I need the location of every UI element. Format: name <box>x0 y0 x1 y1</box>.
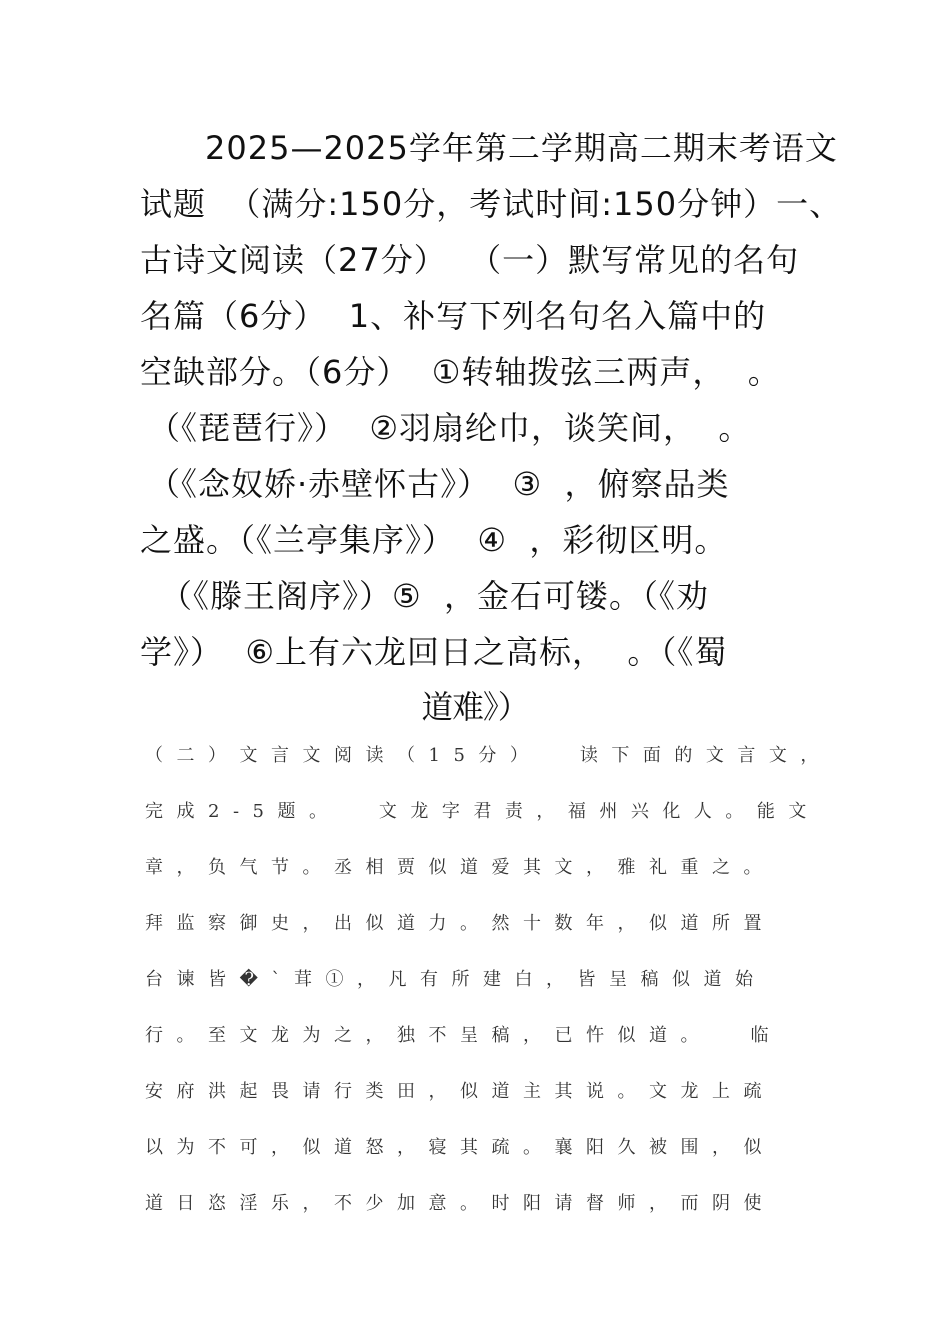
heading-line-1: 2025—2025学年第二学期高二期末考语文 <box>205 129 838 167</box>
heading-line-7: （《念奴娇·赤壁怀古》） ③ ，俯察品类 <box>148 465 730 503</box>
body-line-5: 台谏皆�`茸①，凡有所建白，皆呈稿似道始 <box>145 969 767 990</box>
heading-line-2: 试题 （满分:150分，考试时间:150分钟）一、 <box>140 185 843 223</box>
heading-line-5: 空缺部分。（6分） ①转轴拨弦三两声， 。 <box>140 353 781 391</box>
body-line-3: 章，负气节。丞相贾似道爱其文，雅礼重之。 <box>145 857 775 878</box>
heading-line-9: （《滕王阁序》）⑤ ，金石可镂。（《劝 <box>160 577 710 615</box>
heading-line-8: 之盛。（《兰亭集序》） ④ ，彩彻区明。 <box>140 521 728 559</box>
body-line-8: 以为不可，似道怒，寝其疏。襄阳久被围，似 <box>145 1137 775 1158</box>
body-line-2: 完成2-5题。 文龙字君责，福州兴化人。能文 <box>145 801 820 822</box>
body-line-4: 拜监察御史，出似道力。然十数年，似道所置 <box>145 913 775 934</box>
body-line-9: 道日恣淫乐，不少加意。时阳请督师，而阴使 <box>145 1193 775 1214</box>
heading-line-11: 道难》） <box>421 690 529 726</box>
body-line-7: 安府洪起畏请行类田，似道主其说。文龙上疏 <box>145 1081 775 1102</box>
heading-line-4: 名篇（6分） 1、补写下列名句名入篇中的 <box>140 297 767 335</box>
heading-line-3: 古诗文阅读（27分） （一）默写常见的名句 <box>140 241 800 279</box>
body-line-1: （二）文言文阅读（15分） 读下面的文言文， <box>145 745 832 766</box>
heading-line-6: （《琵琶行》） ②羽扇纶巾，谈笑间， 。 <box>148 409 752 447</box>
heading-line-10: 学》） ⑥上有六龙回日之高标， 。（《蜀 <box>140 633 728 671</box>
body-line-6: 行。至文龙为之，独不呈稿，已忤似道。 临 <box>145 1025 782 1046</box>
